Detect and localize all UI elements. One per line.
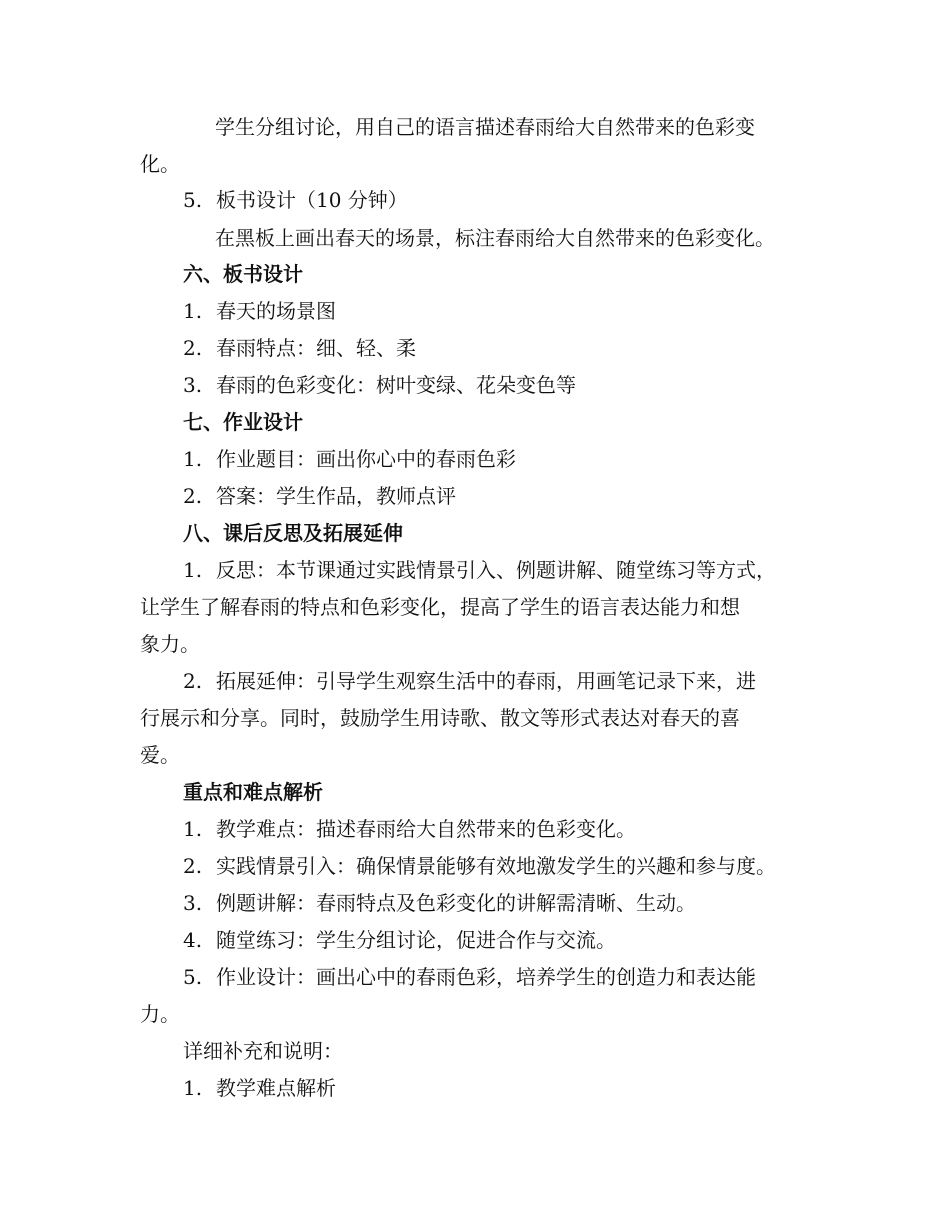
list-item: 2. 拓展延伸：引导学生观察生活中的春雨，用画笔记录下来，进 xyxy=(183,669,756,693)
paragraph-line: 在黑板上画出春天的场景，标注春雨给大自然带来的色彩变化。 xyxy=(215,226,775,250)
list-item: 4. 随堂练习：学生分组讨论，促进合作与交流。 xyxy=(183,928,616,952)
list-item: 5. 作业设计：画出心中的春雨色彩，培养学生的创造力和表达能 xyxy=(183,965,756,989)
list-item: 2. 实践情景引入：确保情景能够有效地激发学生的兴趣和参与度。 xyxy=(183,854,776,878)
paragraph-line: 象力。 xyxy=(140,632,200,656)
paragraph-line: 行展示和分享。同时，鼓励学生用诗歌、散文等形式表达对春天的喜 xyxy=(140,706,740,730)
paragraph-line: 详细补充和说明： xyxy=(183,1039,343,1063)
paragraph-line: 学生分组讨论，用自己的语言描述春雨给大自然带来的色彩变 xyxy=(215,115,755,139)
list-item: 2. 答案：学生作品，教师点评 xyxy=(183,484,456,508)
paragraph-line: 让学生了解春雨的特点和色彩变化，提高了学生的语言表达能力和想 xyxy=(140,595,740,619)
list-item: 1. 教学难点解析 xyxy=(183,1076,336,1100)
list-item: 2. 春雨特点：细、轻、柔 xyxy=(183,336,416,360)
section-heading: 八、课后反思及拓展延伸 xyxy=(183,521,403,545)
list-item: 3. 例题讲解：春雨特点及色彩变化的讲解需清晰、生动。 xyxy=(183,891,696,915)
list-item: 5. 板书设计（10 分钟） xyxy=(183,188,408,212)
paragraph-line: 化。 xyxy=(140,152,180,176)
section-heading: 七、作业设计 xyxy=(183,410,303,434)
list-item: 1. 反思：本节课通过实践情景引入、例题讲解、随堂练习等方式， xyxy=(183,558,776,582)
paragraph-line: 力。 xyxy=(140,1002,180,1026)
list-item: 3. 春雨的色彩变化：树叶变绿、花朵变色等 xyxy=(183,373,576,397)
list-item: 1. 教学难点：描述春雨给大自然带来的色彩变化。 xyxy=(183,817,636,841)
paragraph-line: 爱。 xyxy=(140,743,180,767)
section-heading: 六、板书设计 xyxy=(183,262,303,286)
list-item: 1. 春天的场景图 xyxy=(183,299,336,323)
section-heading: 重点和难点解析 xyxy=(183,780,323,804)
list-item: 1. 作业题目：画出你心中的春雨色彩 xyxy=(183,447,516,471)
